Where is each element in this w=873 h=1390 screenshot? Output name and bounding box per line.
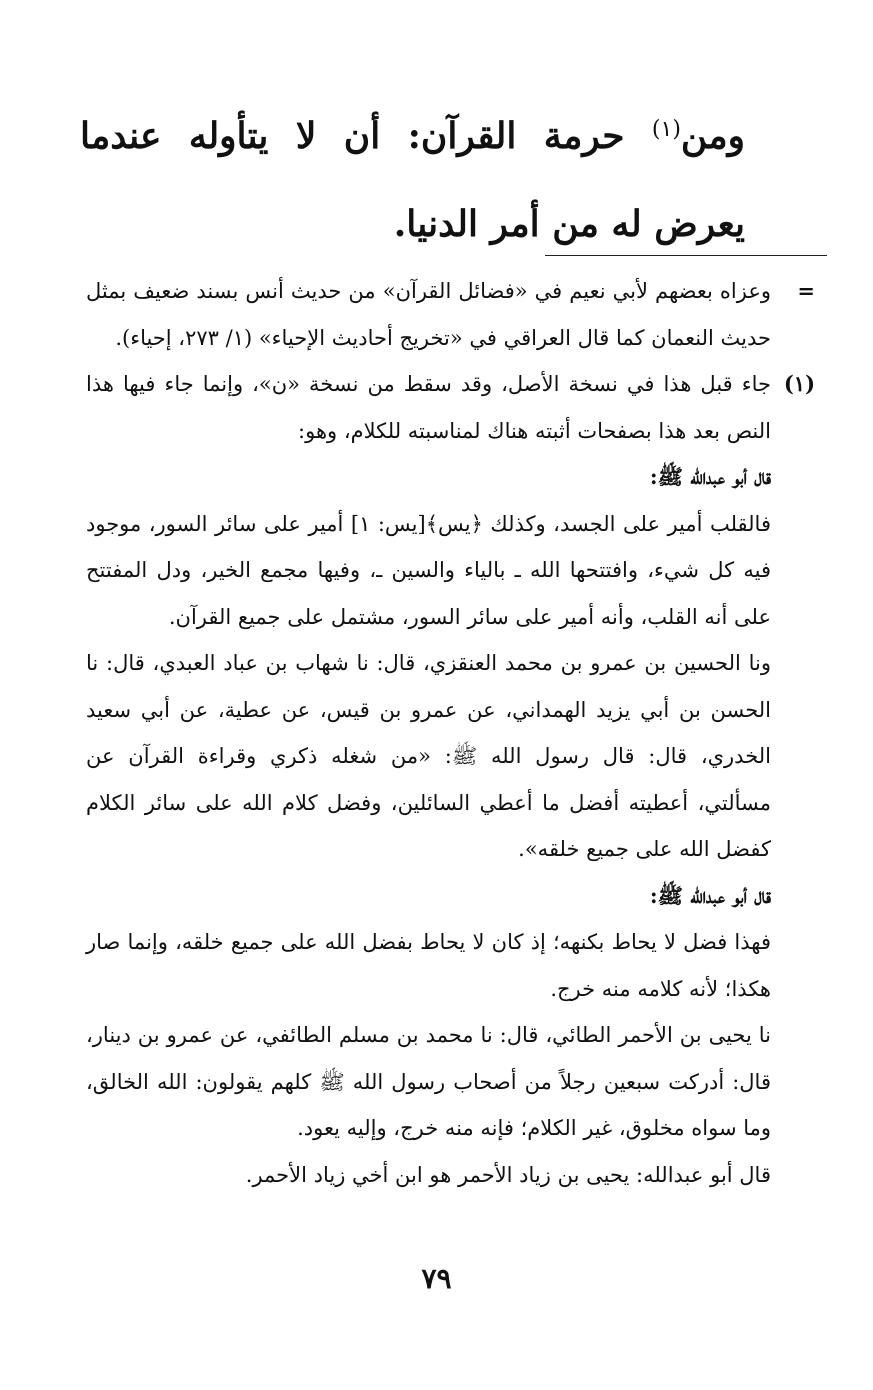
page-number: ٧٩ (421, 1262, 452, 1295)
footnote-paragraph: فالقلب أمير على الجسد، وكذلك ﴿يس﴾[يس: ١] أمير على سائر السور، موجود فيه كل شيء، وافتتحها الله ـ بالياء والسين ـ، وفيها مجمع الخير، ودل المفتتح على أنه القلب، وأنه أمير على سائر السور، مشتمل على جميع القرآن. (86, 511, 771, 629)
footnote-paragraph: ونا الحسين بن عمرو بن محمد العنقزي، قال: نا شهاب بن عباد العبدي، قال: نا الحسن بن أبي يزيد الهمداني، عن عمرو بن قيس، عن عطية، عن أبي سعيد الخدري، قال: قال رسول الله ﷺ: «من شغله ذكري وقراءة القرآن عن مسألتي، أعطيته أفضل ما أعطي السائلين، وفضل كلام الله على سائر الكلام كفضل الله على جميع خلقه». (86, 651, 771, 861)
footnote-paragraph: قال أبو عبدالله ﷺ: (649, 882, 771, 908)
footnote-marker: = (797, 278, 815, 303)
footnote-continuation (86, 268, 815, 361)
footnotes (86, 268, 815, 1198)
footnote-paragraph: وعزاه بعضهم لأبي نعيم في «فضائل القرآن» من حديث أنس بسند ضعيف بمثل حديث النعمان كما قال العراقي في «تخريج أحاديث الإحياء» (١/ ٢٧٣، إحياء). (86, 279, 771, 350)
footnote-1 (86, 361, 815, 1198)
footnote-paragraph: قال أبو عبدالله: يحيى بن زياد الأحمر هو ابن أخي زياد الأحمر. (245, 1162, 771, 1187)
footnote-paragraph: جاء قبل هذا في نسخة الأصل، وقد سقط من نسخة «ن»، وإنما جاء فيها هذا النص بعد هذا بصفحات أثبته هناك لمناسبته للكلام، وهو: (86, 372, 771, 443)
main-paragraph (80, 92, 745, 268)
footnote-marker: (١) (783, 371, 815, 396)
footnote-paragraph: قال أبو عبدالله ﷺ: (649, 464, 771, 489)
footnote-separator (545, 255, 827, 256)
footnote-reference: (١) (651, 117, 681, 142)
main-lead: ومن (680, 115, 745, 157)
footnote-paragraph: نا يحيى بن الأحمر الطائي، قال: نا محمد بن مسلم الطائفي، عن عمرو بن دينار، قال: أدركت سبعين رجلاً من أصحاب رسول الله ﷺ كلهم يقولون: الله الخالق، وما سواه مخلوق، غير الكلام؛ فإنه منه خرج، وإليه يعود. (86, 1023, 771, 1140)
main-body: حرمة القرآن: أن لا يتأوله عندما يعرض له من أمر الدنيا. (80, 115, 745, 245)
footnote-paragraph: فهذا فضل لا يحاط بكنهه؛ إذ كان لا يحاط بفضل الله على جميع خلقه، وإنما صار هكذا؛ لأنه كلامه منه خرج. (86, 930, 771, 1001)
